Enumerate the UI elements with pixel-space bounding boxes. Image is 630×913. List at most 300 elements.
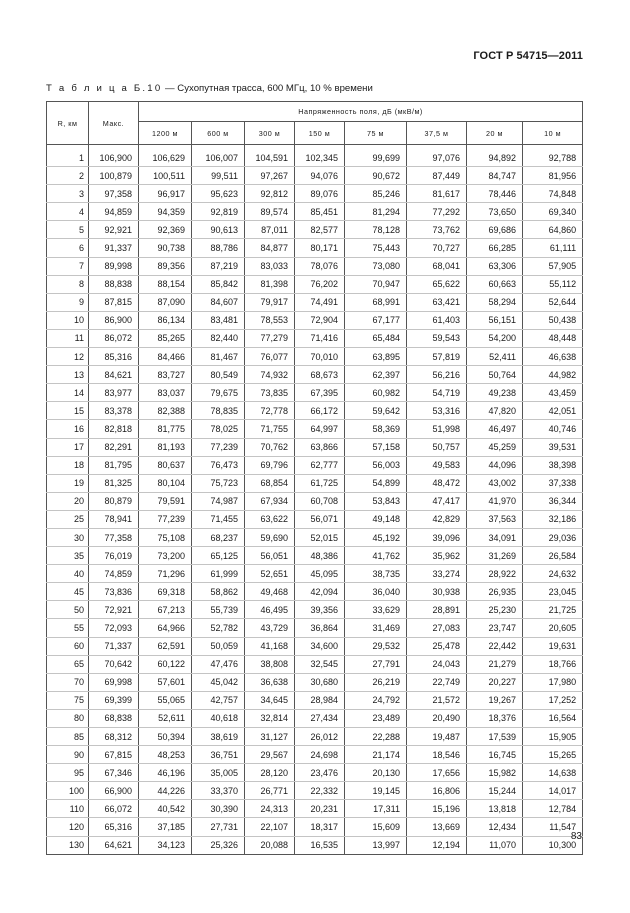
value-cell: 78,553 bbox=[245, 311, 295, 329]
value-cell: 86,134 bbox=[139, 311, 192, 329]
value-cell: 27,434 bbox=[295, 709, 345, 727]
value-cell: 53,316 bbox=[407, 402, 467, 420]
value-cell: 71,455 bbox=[192, 510, 245, 528]
value-cell: 34,645 bbox=[245, 691, 295, 709]
value-cell: 42,829 bbox=[407, 510, 467, 528]
value-cell: 80,879 bbox=[89, 492, 139, 510]
value-cell: 82,818 bbox=[89, 420, 139, 438]
value-cell: 80,549 bbox=[192, 366, 245, 384]
value-cell: 50,059 bbox=[192, 637, 245, 655]
value-cell: 73,200 bbox=[139, 547, 192, 565]
value-cell: 48,472 bbox=[407, 474, 467, 492]
table-row bbox=[47, 818, 583, 836]
value-cell: 88,838 bbox=[89, 275, 139, 293]
table-row bbox=[47, 420, 583, 438]
value-cell: 37,185 bbox=[139, 818, 192, 836]
value-cell: 77,279 bbox=[245, 329, 295, 347]
value-cell: 36,864 bbox=[295, 619, 345, 637]
distance-cell: 75 bbox=[47, 691, 89, 709]
value-cell: 54,899 bbox=[345, 474, 407, 492]
value-cell: 66,285 bbox=[467, 239, 523, 257]
distance-cell: 8 bbox=[47, 275, 89, 293]
value-cell: 36,638 bbox=[245, 673, 295, 691]
value-cell: 35,962 bbox=[407, 547, 467, 565]
header-height-10: 10 м bbox=[523, 122, 583, 145]
value-cell: 29,532 bbox=[345, 637, 407, 655]
value-cell: 28,120 bbox=[245, 764, 295, 782]
table-caption bbox=[46, 83, 373, 94]
value-cell: 36,751 bbox=[192, 746, 245, 764]
value-cell: 24,698 bbox=[295, 746, 345, 764]
value-cell: 61,111 bbox=[523, 239, 583, 257]
value-cell: 80,171 bbox=[295, 239, 345, 257]
table-row bbox=[47, 438, 583, 456]
distance-cell: 16 bbox=[47, 420, 89, 438]
table-row bbox=[47, 275, 583, 293]
value-cell: 55,065 bbox=[139, 691, 192, 709]
value-cell: 62,777 bbox=[295, 456, 345, 474]
value-cell: 34,600 bbox=[295, 637, 345, 655]
table-row bbox=[47, 366, 583, 384]
value-cell: 10,300 bbox=[523, 836, 583, 854]
value-cell: 37,563 bbox=[467, 510, 523, 528]
value-cell: 70,010 bbox=[295, 348, 345, 366]
table-row bbox=[47, 203, 583, 221]
value-cell: 50,438 bbox=[523, 311, 583, 329]
value-cell: 22,749 bbox=[407, 673, 467, 691]
distance-cell: 15 bbox=[47, 402, 89, 420]
value-cell: 45,259 bbox=[467, 438, 523, 456]
value-cell: 30,390 bbox=[192, 800, 245, 818]
value-cell: 63,421 bbox=[407, 293, 467, 311]
value-cell: 53,843 bbox=[345, 492, 407, 510]
value-cell: 55,739 bbox=[192, 601, 245, 619]
header-height-150: 150 м bbox=[295, 122, 345, 145]
header-height-75: 75 м bbox=[345, 122, 407, 145]
value-cell: 39,531 bbox=[523, 438, 583, 456]
value-cell: 89,998 bbox=[89, 257, 139, 275]
value-cell: 82,388 bbox=[139, 402, 192, 420]
value-cell: 46,495 bbox=[245, 601, 295, 619]
value-cell: 20,231 bbox=[295, 800, 345, 818]
table-row bbox=[47, 510, 583, 528]
value-cell: 26,012 bbox=[295, 728, 345, 746]
value-cell: 70,947 bbox=[345, 275, 407, 293]
value-cell: 39,096 bbox=[407, 528, 467, 546]
value-cell: 15,244 bbox=[467, 782, 523, 800]
value-cell: 88,786 bbox=[192, 239, 245, 257]
value-cell: 43,729 bbox=[245, 619, 295, 637]
value-cell: 73,835 bbox=[245, 384, 295, 402]
value-cell: 69,686 bbox=[467, 221, 523, 239]
value-cell: 61,725 bbox=[295, 474, 345, 492]
value-cell: 59,690 bbox=[245, 528, 295, 546]
value-cell: 77,239 bbox=[139, 510, 192, 528]
value-cell: 81,294 bbox=[345, 203, 407, 221]
value-cell: 17,980 bbox=[523, 673, 583, 691]
value-cell: 52,611 bbox=[139, 709, 192, 727]
distance-cell: 1 bbox=[47, 149, 89, 167]
distance-cell: 120 bbox=[47, 818, 89, 836]
value-cell: 22,288 bbox=[345, 728, 407, 746]
value-cell: 12,784 bbox=[523, 800, 583, 818]
value-cell: 59,543 bbox=[407, 329, 467, 347]
value-cell: 76,473 bbox=[192, 456, 245, 474]
value-cell: 20,130 bbox=[345, 764, 407, 782]
value-cell: 92,921 bbox=[89, 221, 139, 239]
value-cell: 83,727 bbox=[139, 366, 192, 384]
value-cell: 77,358 bbox=[89, 528, 139, 546]
value-cell: 49,583 bbox=[407, 456, 467, 474]
value-cell: 86,900 bbox=[89, 311, 139, 329]
value-cell: 66,172 bbox=[295, 402, 345, 420]
value-cell: 17,311 bbox=[345, 800, 407, 818]
table-row bbox=[47, 311, 583, 329]
value-cell: 75,443 bbox=[345, 239, 407, 257]
value-cell: 14,638 bbox=[523, 764, 583, 782]
value-cell: 106,629 bbox=[139, 149, 192, 167]
value-cell: 76,019 bbox=[89, 547, 139, 565]
value-cell: 25,326 bbox=[192, 836, 245, 854]
value-cell: 54,200 bbox=[467, 329, 523, 347]
value-cell: 65,484 bbox=[345, 329, 407, 347]
value-cell: 16,535 bbox=[295, 836, 345, 854]
distance-cell: 55 bbox=[47, 619, 89, 637]
value-cell: 15,905 bbox=[523, 728, 583, 746]
value-cell: 24,313 bbox=[245, 800, 295, 818]
value-cell: 52,644 bbox=[523, 293, 583, 311]
table-row bbox=[47, 185, 583, 203]
value-cell: 48,448 bbox=[523, 329, 583, 347]
value-cell: 54,719 bbox=[407, 384, 467, 402]
value-cell: 46,196 bbox=[139, 764, 192, 782]
value-cell: 41,970 bbox=[467, 492, 523, 510]
header-max: Макс. bbox=[89, 102, 139, 145]
value-cell: 63,622 bbox=[245, 510, 295, 528]
value-cell: 20,227 bbox=[467, 673, 523, 691]
value-cell: 67,395 bbox=[295, 384, 345, 402]
table-row bbox=[47, 619, 583, 637]
value-cell: 68,854 bbox=[245, 474, 295, 492]
value-cell: 38,398 bbox=[523, 456, 583, 474]
value-cell: 85,316 bbox=[89, 348, 139, 366]
value-cell: 17,656 bbox=[407, 764, 467, 782]
value-cell: 82,440 bbox=[192, 329, 245, 347]
value-cell: 99,699 bbox=[345, 149, 407, 167]
value-cell: 27,083 bbox=[407, 619, 467, 637]
value-cell: 42,094 bbox=[295, 583, 345, 601]
table-row bbox=[47, 456, 583, 474]
value-cell: 56,051 bbox=[245, 547, 295, 565]
value-cell: 92,819 bbox=[192, 203, 245, 221]
value-cell: 31,269 bbox=[467, 547, 523, 565]
table-row bbox=[47, 528, 583, 546]
value-cell: 75,723 bbox=[192, 474, 245, 492]
value-cell: 38,808 bbox=[245, 655, 295, 673]
value-cell: 100,511 bbox=[139, 167, 192, 185]
distance-cell: 80 bbox=[47, 709, 89, 727]
value-cell: 78,025 bbox=[192, 420, 245, 438]
distance-cell: 30 bbox=[47, 528, 89, 546]
value-cell: 15,982 bbox=[467, 764, 523, 782]
value-cell: 12,194 bbox=[407, 836, 467, 854]
standard-designation: ГОСТ Р 54715—2011 bbox=[473, 50, 583, 62]
value-cell: 72,778 bbox=[245, 402, 295, 420]
value-cell: 20,490 bbox=[407, 709, 467, 727]
value-cell: 14,017 bbox=[523, 782, 583, 800]
value-cell: 19,145 bbox=[345, 782, 407, 800]
value-cell: 78,446 bbox=[467, 185, 523, 203]
value-cell: 63,306 bbox=[467, 257, 523, 275]
value-cell: 78,835 bbox=[192, 402, 245, 420]
value-cell: 35,005 bbox=[192, 764, 245, 782]
header-height-1200: 1200 м bbox=[139, 122, 192, 145]
value-cell: 40,746 bbox=[523, 420, 583, 438]
value-cell: 85,842 bbox=[192, 275, 245, 293]
value-cell: 84,747 bbox=[467, 167, 523, 185]
value-cell: 43,459 bbox=[523, 384, 583, 402]
distance-cell: 10 bbox=[47, 311, 89, 329]
distance-cell: 50 bbox=[47, 601, 89, 619]
value-cell: 21,279 bbox=[467, 655, 523, 673]
value-cell: 76,202 bbox=[295, 275, 345, 293]
value-cell: 89,076 bbox=[295, 185, 345, 203]
header-height-37-5: 37,5 м bbox=[407, 122, 467, 145]
value-cell: 57,905 bbox=[523, 257, 583, 275]
distance-cell: 4 bbox=[47, 203, 89, 221]
value-cell: 27,791 bbox=[345, 655, 407, 673]
header-distance bbox=[47, 102, 89, 145]
value-cell: 13,818 bbox=[467, 800, 523, 818]
header-height-300: 300 м bbox=[245, 122, 295, 145]
value-cell: 77,239 bbox=[192, 438, 245, 456]
value-cell: 11,547 bbox=[523, 818, 583, 836]
table-row bbox=[47, 257, 583, 275]
value-cell: 11,070 bbox=[467, 836, 523, 854]
distance-cell: 7 bbox=[47, 257, 89, 275]
value-cell: 85,451 bbox=[295, 203, 345, 221]
value-cell: 42,051 bbox=[523, 402, 583, 420]
table-row bbox=[47, 782, 583, 800]
table-row bbox=[47, 167, 583, 185]
value-cell: 79,917 bbox=[245, 293, 295, 311]
value-cell: 84,466 bbox=[139, 348, 192, 366]
value-cell: 84,877 bbox=[245, 239, 295, 257]
value-cell: 26,219 bbox=[345, 673, 407, 691]
value-cell: 67,213 bbox=[139, 601, 192, 619]
value-cell: 88,154 bbox=[139, 275, 192, 293]
value-cell: 55,112 bbox=[523, 275, 583, 293]
value-cell: 65,316 bbox=[89, 818, 139, 836]
table-row bbox=[47, 836, 583, 854]
value-cell: 22,332 bbox=[295, 782, 345, 800]
distance-cell: 11 bbox=[47, 329, 89, 347]
value-cell: 22,442 bbox=[467, 637, 523, 655]
table-row bbox=[47, 348, 583, 366]
value-cell: 41,762 bbox=[345, 547, 407, 565]
value-cell: 81,617 bbox=[407, 185, 467, 203]
value-cell: 61,999 bbox=[192, 565, 245, 583]
value-cell: 74,848 bbox=[523, 185, 583, 203]
value-cell: 39,356 bbox=[295, 601, 345, 619]
table-row bbox=[47, 149, 583, 167]
table-row bbox=[47, 221, 583, 239]
value-cell: 38,619 bbox=[192, 728, 245, 746]
value-cell: 73,650 bbox=[467, 203, 523, 221]
value-cell: 58,862 bbox=[192, 583, 245, 601]
distance-cell: 12 bbox=[47, 348, 89, 366]
value-cell: 23,489 bbox=[345, 709, 407, 727]
value-cell: 106,007 bbox=[192, 149, 245, 167]
value-cell: 63,866 bbox=[295, 438, 345, 456]
value-cell: 69,340 bbox=[523, 203, 583, 221]
value-cell: 69,318 bbox=[139, 583, 192, 601]
distance-cell: 25 bbox=[47, 510, 89, 528]
distance-cell: 6 bbox=[47, 239, 89, 257]
value-cell: 79,675 bbox=[192, 384, 245, 402]
value-cell: 60,982 bbox=[345, 384, 407, 402]
table-row bbox=[47, 709, 583, 727]
value-cell: 83,037 bbox=[139, 384, 192, 402]
value-cell: 56,071 bbox=[295, 510, 345, 528]
distance-cell: 9 bbox=[47, 293, 89, 311]
value-cell: 74,859 bbox=[89, 565, 139, 583]
value-cell: 62,397 bbox=[345, 366, 407, 384]
distance-cell: 100 bbox=[47, 782, 89, 800]
table-row bbox=[47, 547, 583, 565]
value-cell: 49,468 bbox=[245, 583, 295, 601]
value-cell: 69,796 bbox=[245, 456, 295, 474]
value-cell: 56,216 bbox=[407, 366, 467, 384]
table-row bbox=[47, 601, 583, 619]
value-cell: 26,584 bbox=[523, 547, 583, 565]
value-cell: 32,814 bbox=[245, 709, 295, 727]
value-cell: 16,564 bbox=[523, 709, 583, 727]
value-cell: 73,080 bbox=[345, 257, 407, 275]
value-cell: 19,267 bbox=[467, 691, 523, 709]
value-cell: 70,762 bbox=[245, 438, 295, 456]
table-row bbox=[47, 673, 583, 691]
value-cell: 13,669 bbox=[407, 818, 467, 836]
value-cell: 26,771 bbox=[245, 782, 295, 800]
distance-cell: 70 bbox=[47, 673, 89, 691]
value-cell: 104,591 bbox=[245, 149, 295, 167]
distance-cell: 3 bbox=[47, 185, 89, 203]
value-cell: 86,072 bbox=[89, 329, 139, 347]
distance-cell: 5 bbox=[47, 221, 89, 239]
value-cell: 50,394 bbox=[139, 728, 192, 746]
distance-cell: 20 bbox=[47, 492, 89, 510]
value-cell: 65,622 bbox=[407, 275, 467, 293]
value-cell: 18,376 bbox=[467, 709, 523, 727]
value-cell: 83,481 bbox=[192, 311, 245, 329]
distance-cell: 19 bbox=[47, 474, 89, 492]
value-cell: 24,632 bbox=[523, 565, 583, 583]
value-cell: 87,815 bbox=[89, 293, 139, 311]
value-cell: 94,076 bbox=[295, 167, 345, 185]
value-cell: 46,497 bbox=[467, 420, 523, 438]
value-cell: 26,935 bbox=[467, 583, 523, 601]
value-cell: 87,011 bbox=[245, 221, 295, 239]
value-cell: 94,859 bbox=[89, 203, 139, 221]
distance-cell: 110 bbox=[47, 800, 89, 818]
value-cell: 21,174 bbox=[345, 746, 407, 764]
value-cell: 52,015 bbox=[295, 528, 345, 546]
value-cell: 43,002 bbox=[467, 474, 523, 492]
value-cell: 68,237 bbox=[192, 528, 245, 546]
table-row bbox=[47, 746, 583, 764]
distance-cell: 65 bbox=[47, 655, 89, 673]
value-cell: 40,542 bbox=[139, 800, 192, 818]
value-cell: 81,956 bbox=[523, 167, 583, 185]
value-cell: 41,168 bbox=[245, 637, 295, 655]
table-row bbox=[47, 728, 583, 746]
value-cell: 52,651 bbox=[245, 565, 295, 583]
table-header bbox=[47, 102, 583, 145]
table-row bbox=[47, 565, 583, 583]
value-cell: 71,337 bbox=[89, 637, 139, 655]
value-cell: 52,411 bbox=[467, 348, 523, 366]
value-cell: 15,609 bbox=[345, 818, 407, 836]
value-cell: 87,090 bbox=[139, 293, 192, 311]
value-cell: 16,806 bbox=[407, 782, 467, 800]
value-cell: 25,230 bbox=[467, 601, 523, 619]
table-row bbox=[47, 691, 583, 709]
value-cell: 31,127 bbox=[245, 728, 295, 746]
value-cell: 71,416 bbox=[295, 329, 345, 347]
distance-cell: 130 bbox=[47, 836, 89, 854]
value-cell: 68,838 bbox=[89, 709, 139, 727]
value-cell: 31,469 bbox=[345, 619, 407, 637]
value-cell: 66,072 bbox=[89, 800, 139, 818]
value-cell: 74,491 bbox=[295, 293, 345, 311]
distance-cell: 90 bbox=[47, 746, 89, 764]
value-cell: 32,545 bbox=[295, 655, 345, 673]
table-row bbox=[47, 329, 583, 347]
value-cell: 57,158 bbox=[345, 438, 407, 456]
value-cell: 82,291 bbox=[89, 438, 139, 456]
value-cell: 92,812 bbox=[245, 185, 295, 203]
value-cell: 78,128 bbox=[345, 221, 407, 239]
value-cell: 80,104 bbox=[139, 474, 192, 492]
value-cell: 76,077 bbox=[245, 348, 295, 366]
value-cell: 64,621 bbox=[89, 836, 139, 854]
value-cell: 90,738 bbox=[139, 239, 192, 257]
value-cell: 25,478 bbox=[407, 637, 467, 655]
value-cell: 20,088 bbox=[245, 836, 295, 854]
table-row bbox=[47, 637, 583, 655]
value-cell: 23,476 bbox=[295, 764, 345, 782]
distance-cell: 13 bbox=[47, 366, 89, 384]
value-cell: 48,386 bbox=[295, 547, 345, 565]
value-cell: 15,265 bbox=[523, 746, 583, 764]
distance-cell: 95 bbox=[47, 764, 89, 782]
value-cell: 94,892 bbox=[467, 149, 523, 167]
value-cell: 16,745 bbox=[467, 746, 523, 764]
value-cell: 68,991 bbox=[345, 293, 407, 311]
value-cell: 18,766 bbox=[523, 655, 583, 673]
value-cell: 45,095 bbox=[295, 565, 345, 583]
value-cell: 60,122 bbox=[139, 655, 192, 673]
value-cell: 47,820 bbox=[467, 402, 523, 420]
value-cell: 85,265 bbox=[139, 329, 192, 347]
value-cell: 40,618 bbox=[192, 709, 245, 727]
value-cell: 85,246 bbox=[345, 185, 407, 203]
table-row bbox=[47, 492, 583, 510]
value-cell: 63,895 bbox=[345, 348, 407, 366]
value-cell: 73,762 bbox=[407, 221, 467, 239]
value-cell: 17,252 bbox=[523, 691, 583, 709]
